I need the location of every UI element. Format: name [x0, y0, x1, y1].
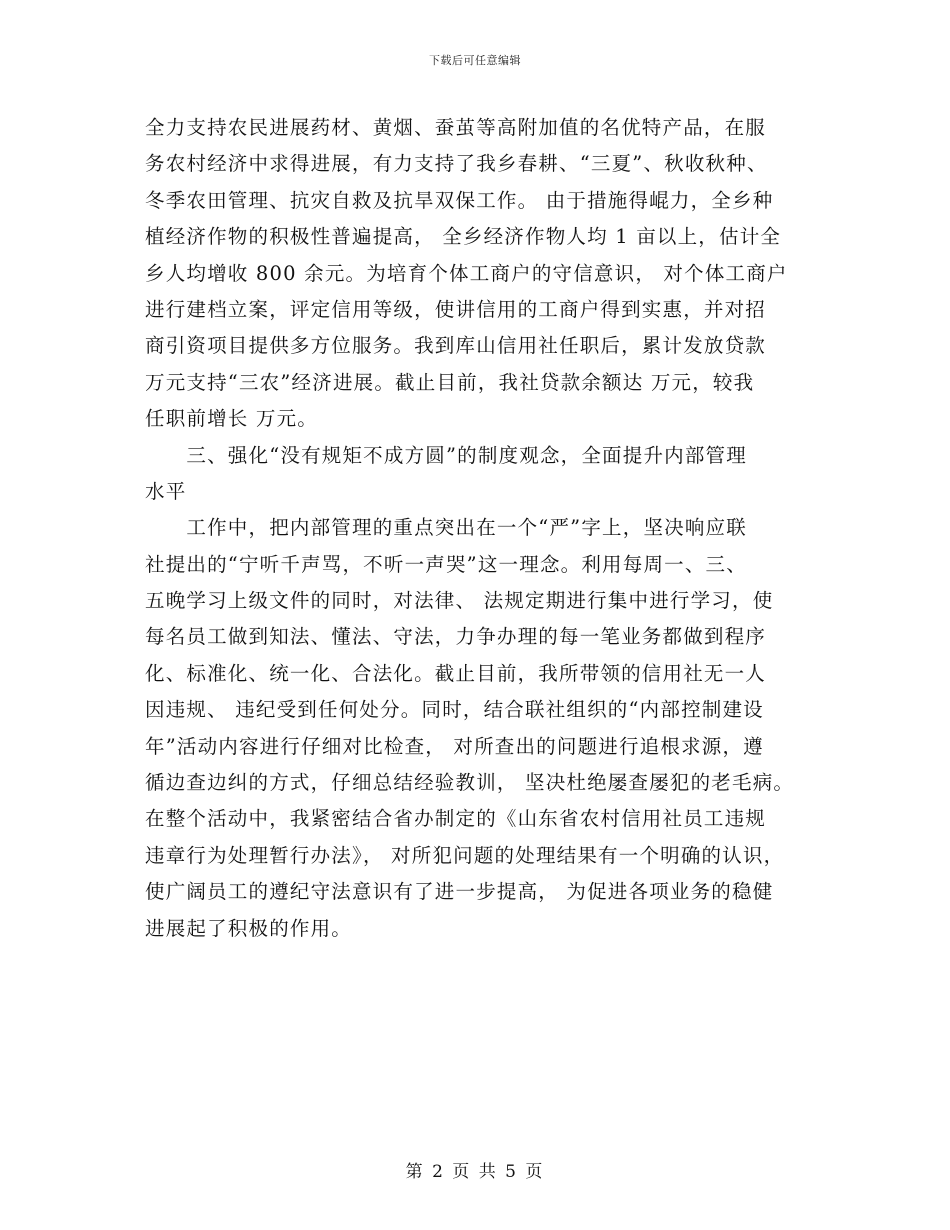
body-line: 使广阔员工的遵纪守法意识有了进一步提高， 为促进各项业务的稳健	[145, 880, 774, 904]
body-line: 冬季农田管理、抗灾自救及抗旱双保工作。 由于措施得崐力，全乡种	[145, 188, 774, 212]
body-line: 年”活动内容进行仔细对比检查， 对所查出的问题进行追根求源，遵	[145, 734, 764, 758]
body-line: 任职前增长 万元。	[145, 407, 318, 431]
body-line: 违章行为处理暂行办法》， 对所犯问题的处理结果有一个明确的认识，	[145, 843, 785, 867]
page-number: 第 2 页 共 5 页	[405, 1162, 545, 1182]
page-header: 下载后可任意编辑	[429, 54, 521, 67]
body-line: 循边查边纠的方式，仔细总结经验教训， 坚决杜绝屡查屡犯的老毛病。	[145, 771, 795, 795]
body-line: 进展起了积极的作用。	[145, 916, 353, 940]
body-line: 进行建档立案，评定信用等级，使讲信用的工商户得到实惠，并对招	[145, 297, 767, 321]
section-heading-line: 水平	[145, 479, 187, 503]
body-line: 在整个活动中，我紧密结合省办制定的《山东省农村信用社员工违规	[145, 807, 767, 831]
body-line: 社提出的“宁听千声骂，不听一声哭”这一理念。利用每周一、三、	[145, 552, 747, 576]
body-line: 因违规、 违纪受到任何处分。同时，结合联社组织的“内部控制建设	[145, 698, 764, 722]
body-line: 万元支持“三农”经济进展。截止目前，我社贷款余额达 万元，较我	[145, 370, 755, 394]
body-line: 乡人均增收 800 余元。为培育个体工商户的守信意识， 对个体工商户	[145, 261, 788, 285]
body-line: 每名员工做到知法、懂法、守法，力争办理的每一笔业务都做到程序	[145, 625, 767, 649]
body-line: 商引资项目提供多方位服务。我到库山信用社任职后，累计发放贷款	[145, 334, 767, 358]
body-line: 务农村经济中求得进展，有力支持了我乡春耕、“三夏”、秋收秋种、	[145, 152, 768, 176]
section-heading-line: 三、强化“没有规矩不成方圆”的制度观念，全面提升内部管理	[145, 443, 747, 467]
body-line: 植经济作物的积极性普遍提高， 全乡经济作物人均 1 亩以上，估计全	[145, 225, 782, 249]
body-line: 化、标准化、统一化、合法化。截止目前，我所带领的信用社无一人	[145, 661, 767, 685]
body-line: 工作中，把内部管理的重点突出在一个“严”字上，坚决响应联	[145, 516, 747, 540]
body-line: 五晚学习上级文件的同时，对法律、 法规定期进行集中进行学习，使	[145, 589, 774, 613]
body-line: 全力支持农民进展药材、黄烟、蚕茧等高附加值的名优特产品，在服	[145, 116, 767, 139]
document-body	[145, 113, 810, 950]
